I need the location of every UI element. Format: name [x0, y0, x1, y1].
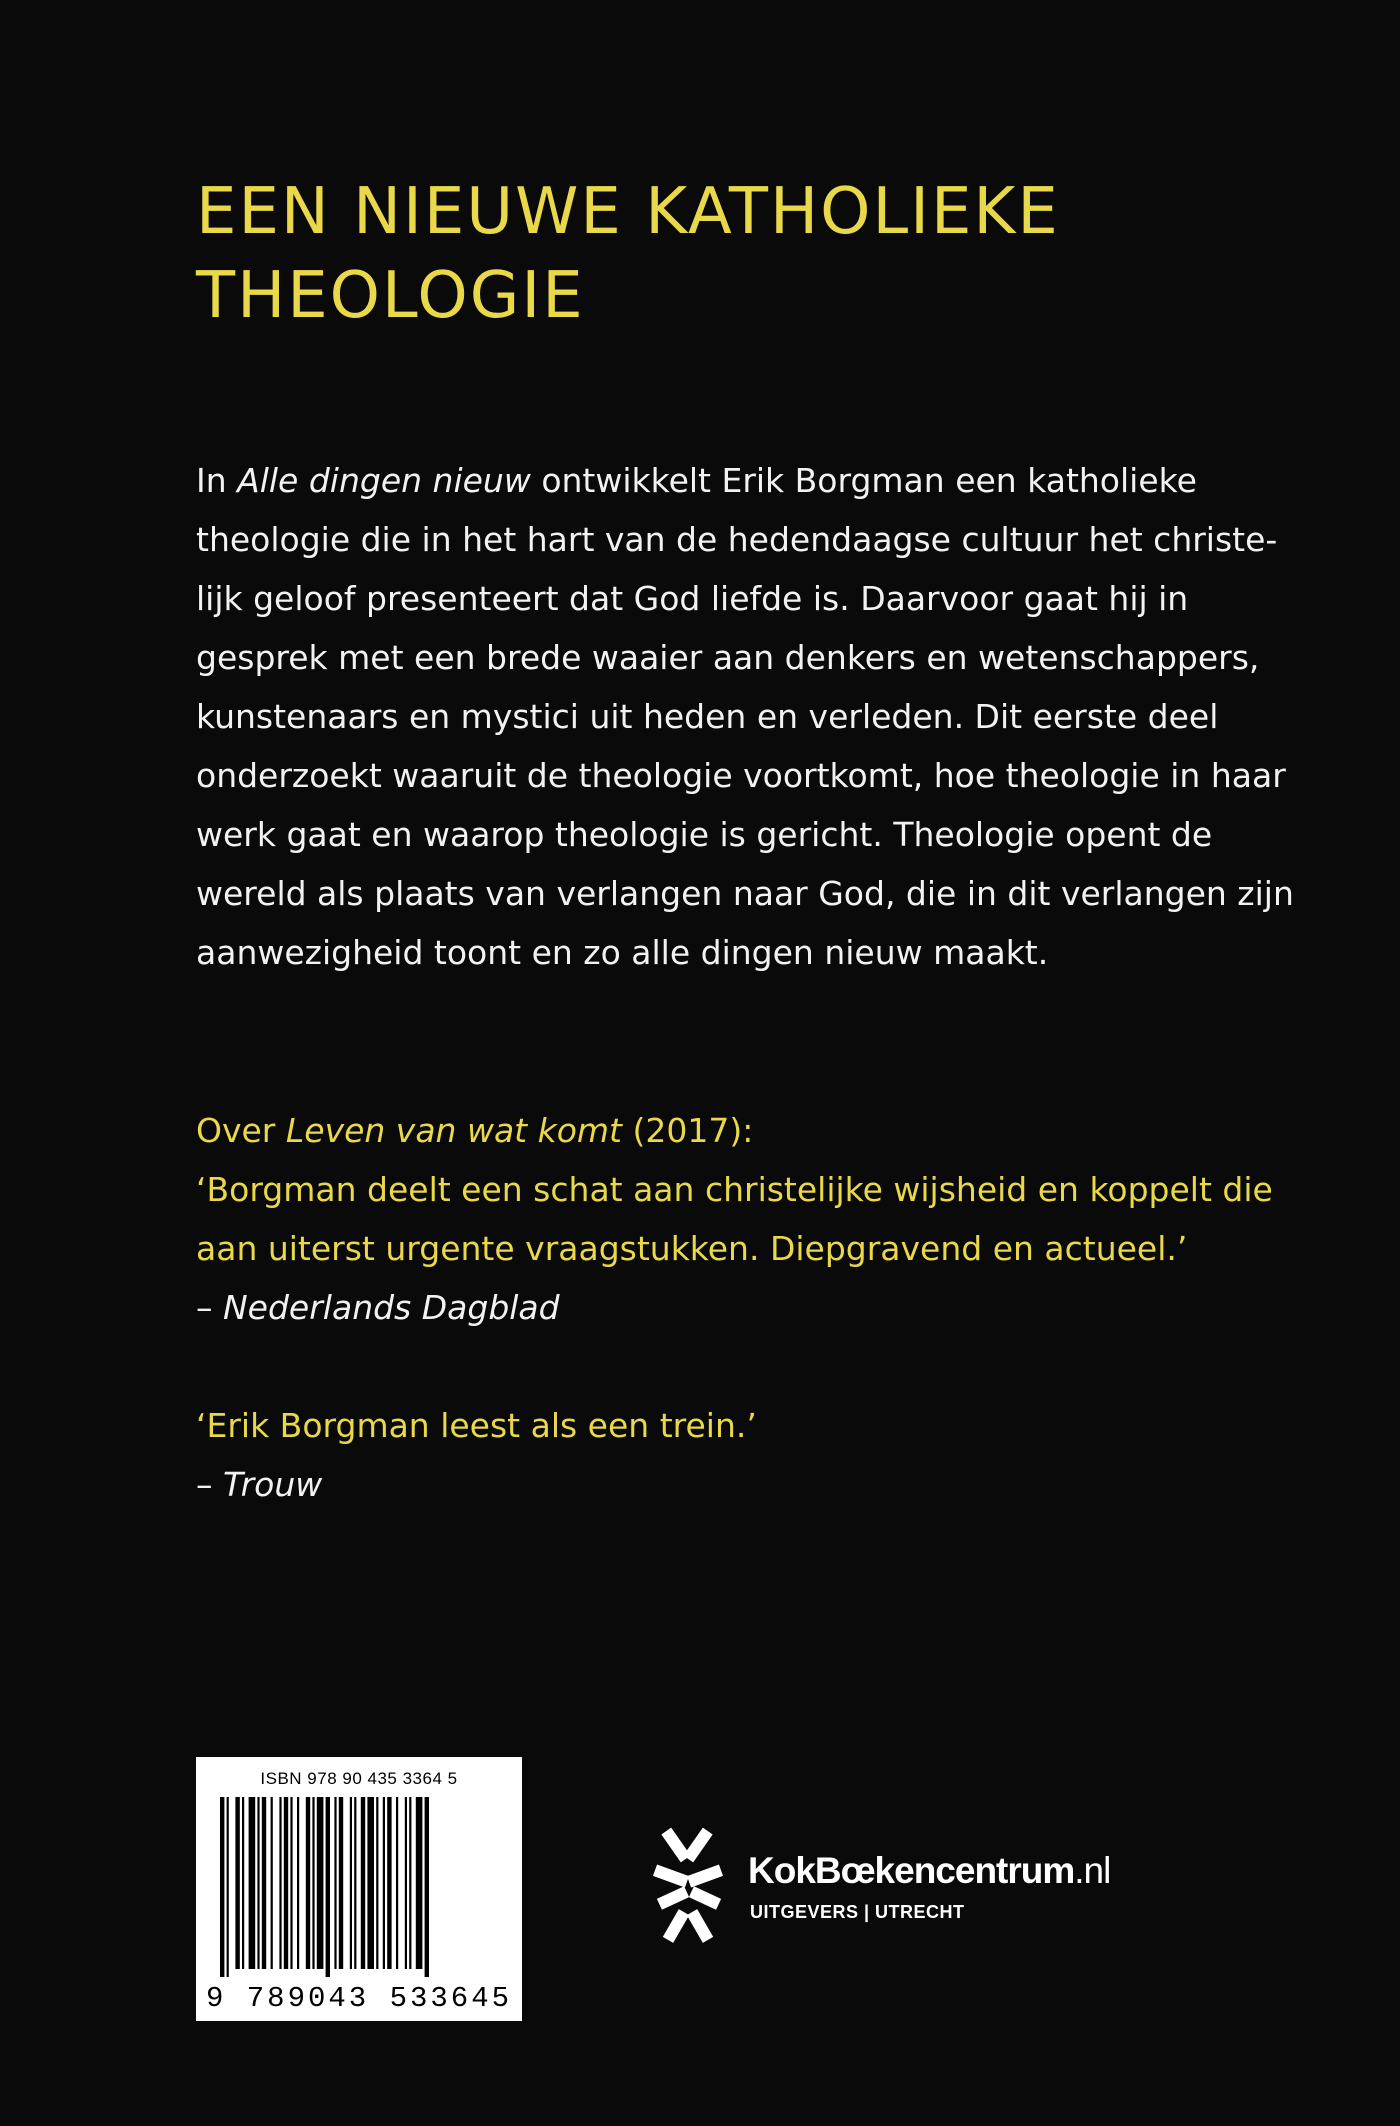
isbn-label: ISBN 978 90 435 3364 5 — [260, 1769, 458, 1788]
quote-1-line-2: aan uiterst urgente vraagstukken. Diepgravend en actueel.’ — [196, 1229, 1188, 1268]
description-line-9: aanwezigheid toont en zo alle dingen nieuw maakt. — [196, 933, 1049, 972]
quote-2-line-1: ‘Erik Borgman leest als een trein.’ — [196, 1406, 757, 1445]
cover-heading — [196, 170, 1246, 338]
publisher-domain: .nl — [1074, 1850, 1111, 1891]
quote-1-line-1: ‘Borgman deelt een schat aan christelijke wijsheid en koppelt die — [196, 1170, 1273, 1209]
description-line-6: onderzoekt waaruit de theologie voortkomt, hoe theologie in haar — [196, 756, 1286, 795]
publisher-logo-icon — [648, 1826, 728, 1946]
quote-1-attribution: – Nederlands Dagblad — [196, 1288, 560, 1327]
publisher-name: KokBœkencentrum.nl — [748, 1850, 1111, 1891]
heading-line-1: EEN NIEUWE KATHOLIEKE — [196, 175, 1060, 249]
barcode-bars — [216, 1797, 506, 1977]
publisher-block — [648, 1826, 1208, 1956]
quote-2-source: Trouw — [223, 1465, 323, 1504]
book-title: Alle dingen nieuw — [237, 461, 531, 500]
review-intro: Over Leven van wat komt (2017): — [196, 1111, 754, 1150]
description-line-3: lijk geloof presenteert dat God liefde is. Daarvoor gaat hij in — [196, 579, 1189, 618]
quote-1-source: Nederlands Dagblad — [223, 1288, 560, 1327]
quote-spacer — [196, 1337, 1236, 1396]
heading-line-2: THEOLOGIE — [196, 259, 585, 333]
description-line-2: theologie die in het hart van de hedendaagse cultuur het christe- — [196, 520, 1278, 559]
publisher-subline: UITGEVERS | UTRECHT — [750, 1902, 965, 1922]
quote-2-attribution: – Trouw — [196, 1465, 323, 1504]
book-description — [196, 451, 1294, 982]
description-line-5: kunstenaars en mystici uit heden en verleden. Dit eerste deel — [196, 697, 1219, 736]
description-line-4: gesprek met een brede waaier aan denkers en wetenschappers, — [196, 638, 1260, 677]
previous-book-title: Leven van wat komt — [285, 1111, 622, 1150]
isbn-barcode — [196, 1757, 522, 2021]
barcode-digits: 9 789043 533645 — [205, 1982, 513, 2015]
description-line-1: In Alle dingen nieuw ontwikkelt Erik Borgman een katholieke — [196, 461, 1197, 500]
description-line-8: wereld als plaats van verlangen naar God, die in dit verlangen zijn — [196, 874, 1294, 913]
description-line-7: werk gaat en waarop theologie is gericht. Theologie opent de — [196, 815, 1213, 854]
review-quotes — [196, 1101, 1273, 1514]
